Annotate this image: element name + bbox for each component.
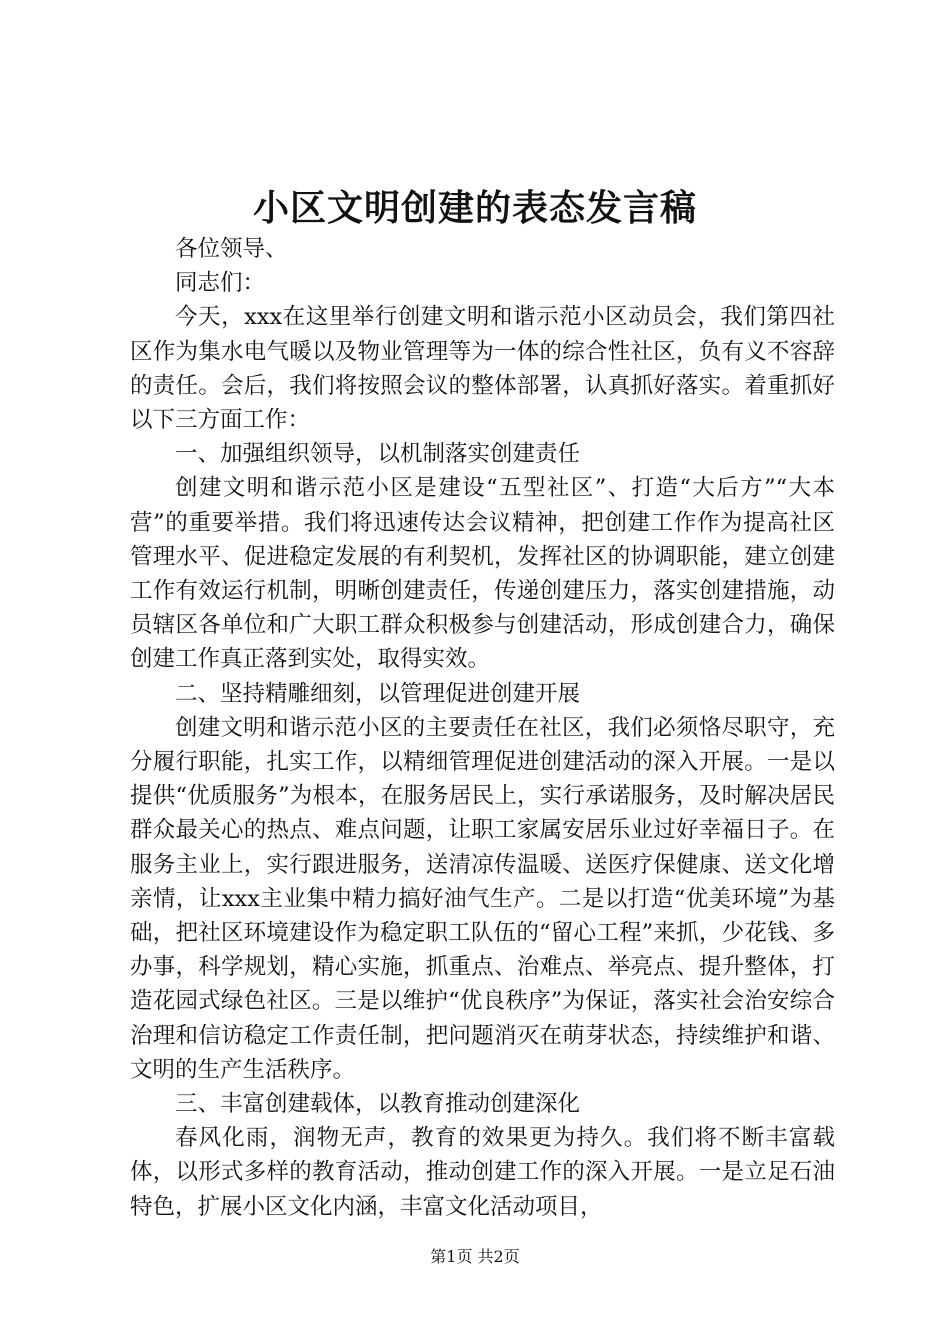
section-paragraph-3: 春风化雨，润物无声，教育的效果更为持久。我们将不断丰富载体，以形式多样的教育活动，推动创建工作的深入开展。一是立足石油特色，扩展小区文化内涵，丰富文化活动项目， — [130, 1125, 835, 1220]
section-heading-1: 一、加强组织领导，以机制落实创建责任 — [175, 441, 581, 468]
salutation-line-1: 各位领导、 — [175, 236, 288, 262]
section-paragraph-2: 创建文明和谐示范小区的主要责任在社区，我们必须恪尽职守，充分履行职能，扎实工作，以精细管理促进创建活动的深入开展。一是以提供“优质服务”为根本，在服务居民上，实行承诺服务，及时解决居民群众最关心的热点、难点问题，让职工家属安居乐业过好幸福日子。在服务主业上，实行跟进服务，送清凉传温暖、送医疗保健康、送文化增亲情，让xxx主业集中精力搞好油气生产。二是以打造“优美环境”为基础，把社区环境建设作为稳定职工队伍的“留心工程”来抓，少花钱、多办事，科学规划，精心实施，抓重点、治难点、举亮点、提升整体，打造花园式绿色社区。三是以维护“优良秩序”为保证，落实社会治安综合治理和信访稳定工作责任制，把问题消灭在萌芽状态，持续维护和谐、文明的生产生活秩序。 — [130, 714, 835, 1083]
page-footer: 第1页 共2页 — [430, 1247, 520, 1266]
section-heading-2: 二、坚持精雕细刻，以管理促进创建开展 — [175, 680, 581, 707]
salutation-line-2: 同志们： — [175, 270, 266, 297]
section-paragraph-1: 创建文明和谐示范小区是建设“五型社区”、打造“大后方”“大本营”的重要举措。我们将迅速传达会议精神，把创建工作作为提高社区管理水平、促进稳定发展的有利契机，发挥社区的协调职能，建立创建工作有效运行机制，明晰创建责任，传递创建压力，落实创建措施，动员辖区各单位和广大职工群众积极参与创建活动，形成创建合力，确保创建工作真正落到实处，取得实效。 — [130, 475, 835, 673]
intro-paragraph: 今天，xxx在这里举行创建文明和谐示范小区动员会，我们第四社区作为集水电气暖以及物业管理等为一体的综合性社区，负有义不容辞的责任。会后，我们将按照会议的整体部署，认真抓好落实。着重抓好以下三方面工作： — [130, 304, 835, 434]
document-title: 小区文明创建的表态发言稿 — [252, 187, 697, 229]
document-body — [130, 232, 835, 1224]
section-heading-3: 三、丰富创建载体，以教育推动创建深化 — [175, 1091, 581, 1118]
